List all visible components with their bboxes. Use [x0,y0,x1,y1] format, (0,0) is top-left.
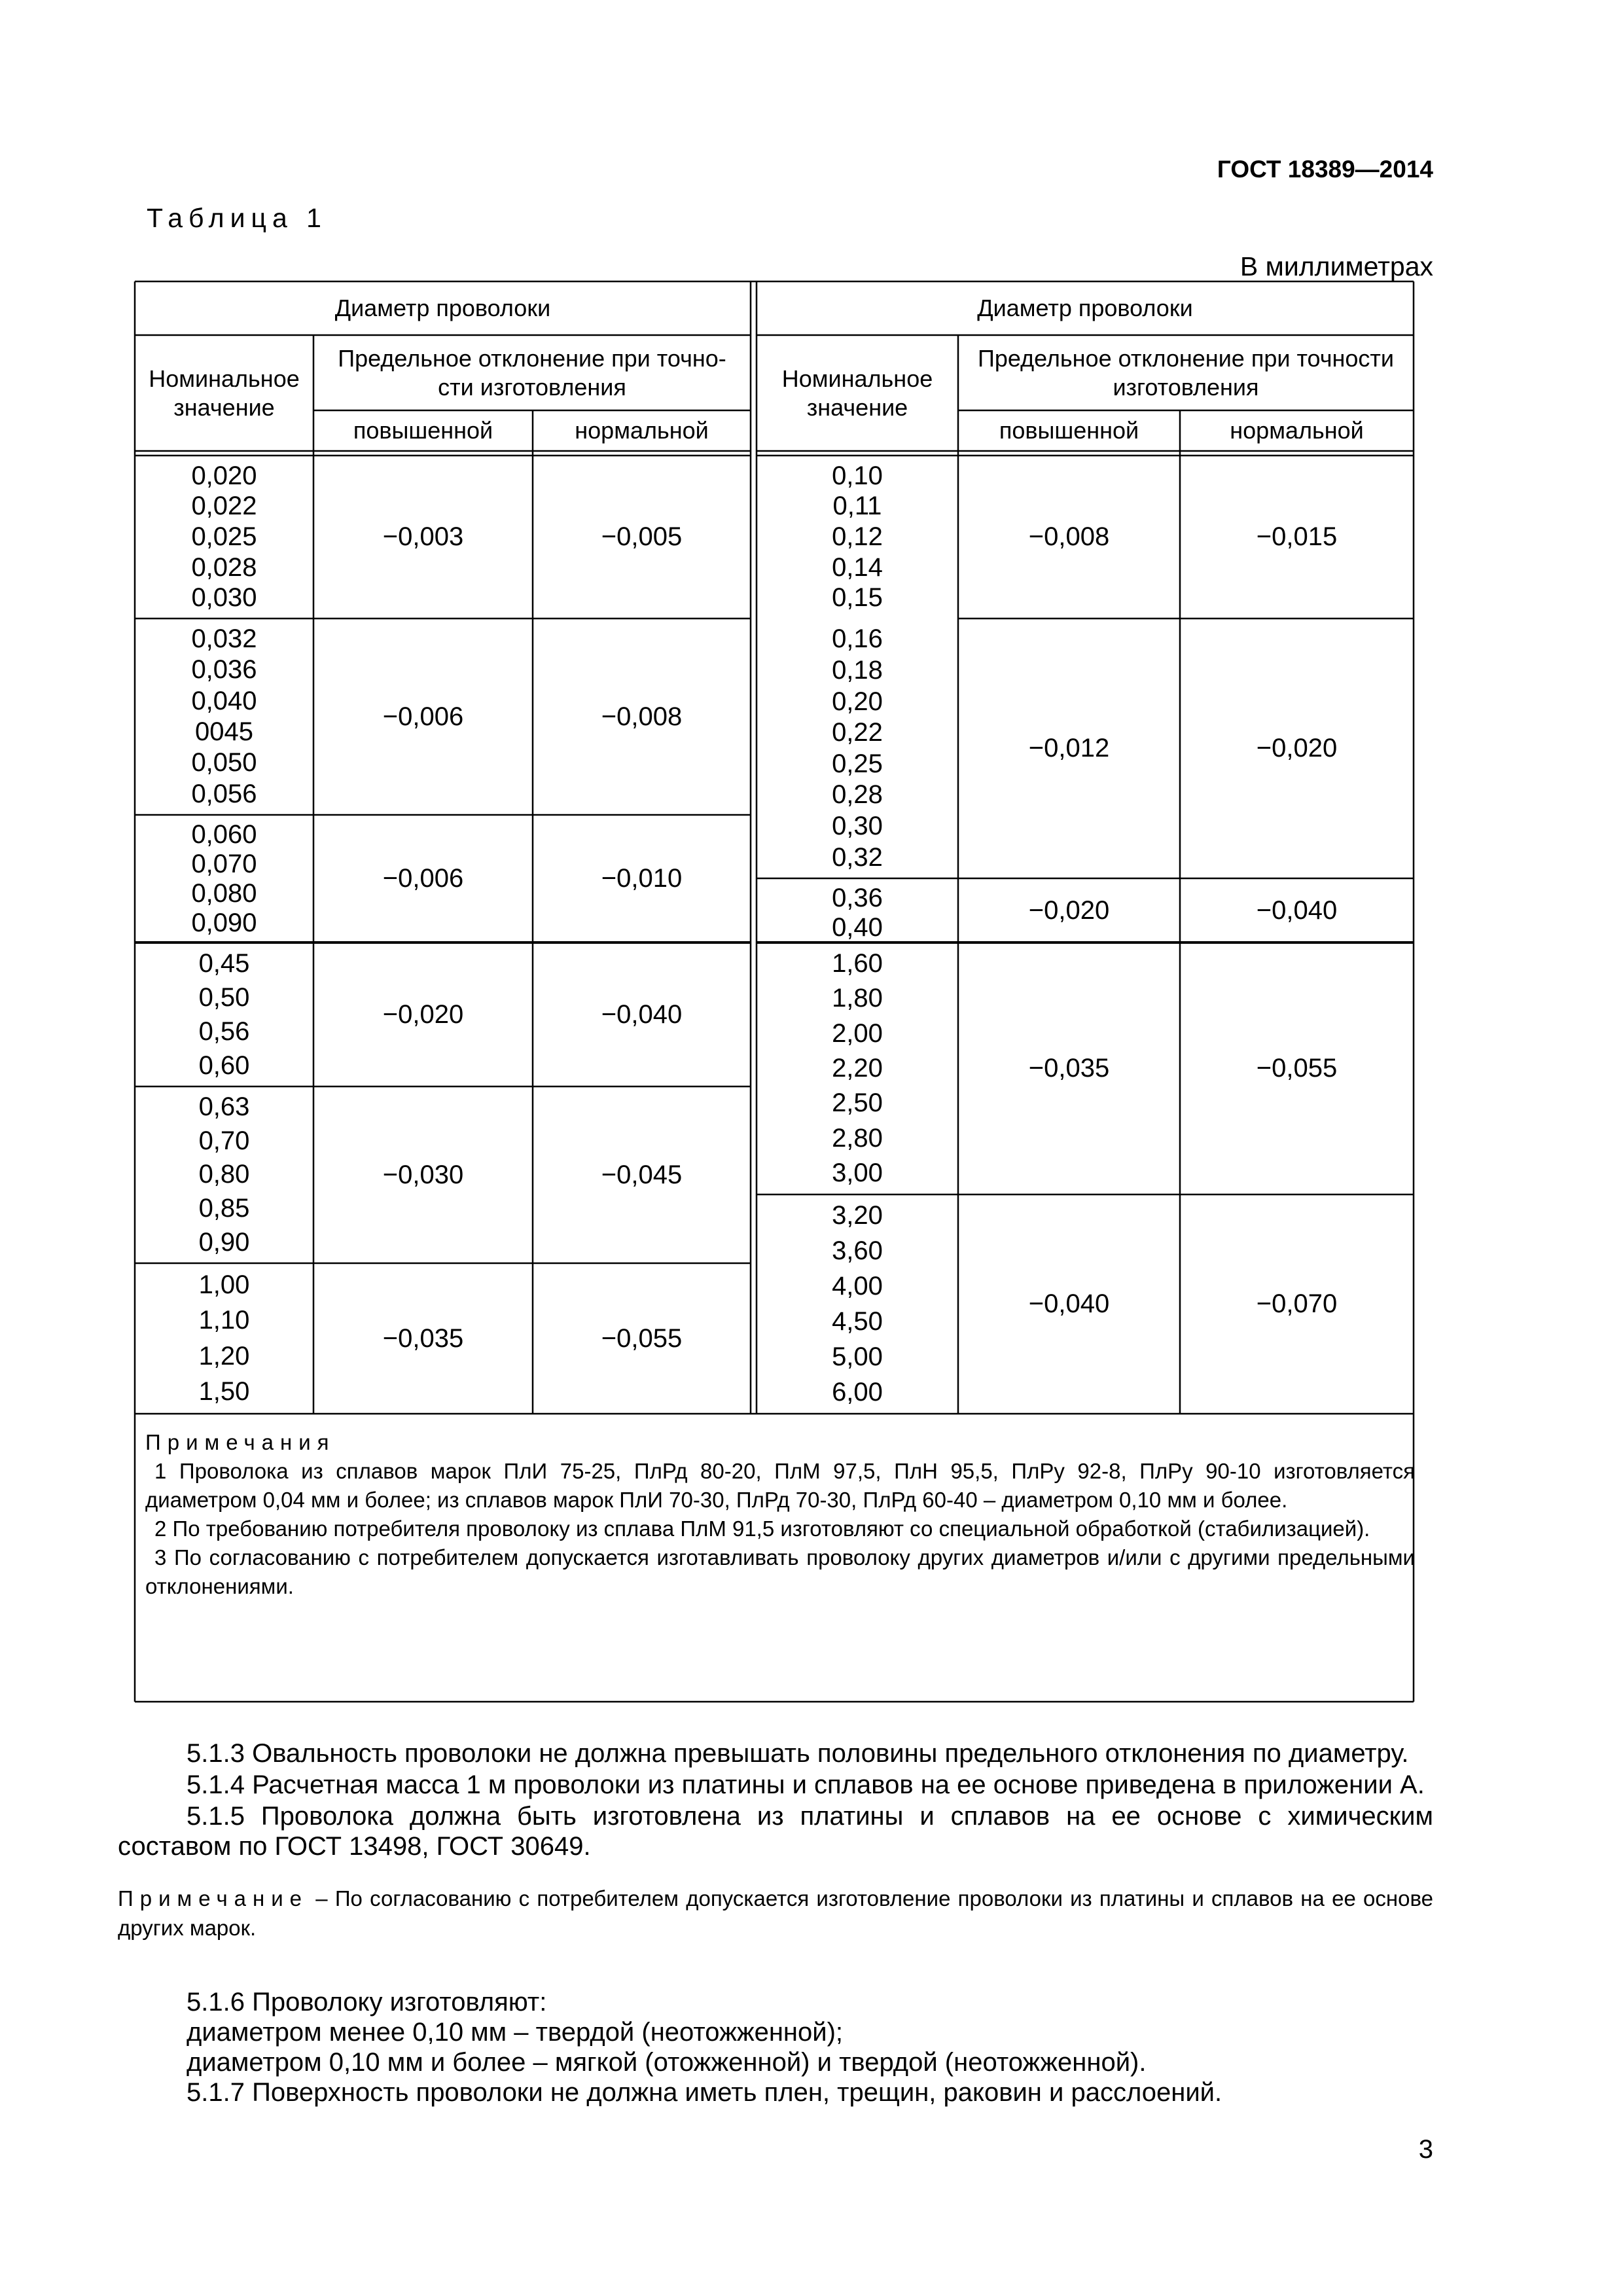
nominal-diameter-value: 0,70 [198,1126,250,1155]
nominal-diameter-value: 0,25 [832,749,883,778]
left-group-4-increased-deviation: −0,020 [382,999,464,1029]
right-group-1-values [757,456,958,619]
header-limit-left: Предельное отклонение при точно-сти изготовления [338,344,726,401]
table-notes [145,1428,1415,1601]
nominal-diameter-value: 0,30 [832,812,883,841]
nominal-diameter-value: 0,80 [198,1160,250,1189]
header-diameter-left: Диаметр проволоки [334,295,551,321]
right-group-4-increased-deviation: −0,035 [1028,1054,1110,1083]
nominal-diameter-value: 1,00 [198,1270,250,1299]
nominal-diameter-value: 0,080 [191,879,257,908]
nominal-diameter-value: 0,36 [832,884,883,912]
nominal-diameter-value: 1,20 [198,1341,250,1371]
nominal-diameter-value: 0,60 [198,1050,250,1080]
nominal-diameter-value: 0,18 [832,655,883,685]
nominal-diameter-value: 1,80 [832,984,883,1013]
nominal-diameter-value: 0,15 [832,583,883,613]
nominal-diameter-value: 0,32 [832,842,883,872]
nominal-diameter-value: 1,10 [198,1306,250,1335]
page-number: 3 [1418,2135,1433,2164]
left-group-3-normal-deviation: −0,010 [601,864,683,893]
paragraph-5-1-7: 5.1.7 Поверхность проволоки не должна иметь плен, трещин, раковин и расслоений. [187,2078,1222,2107]
left-group-3-values [135,815,313,942]
right-group-4-values [757,942,958,1194]
nominal-diameter-value: 0,030 [191,583,257,613]
paragraph-5-1-4: 5.1.4 Расчетная масса 1 м проволоки из платины и сплавов на ее основе приведена в приложении А. [187,1770,1425,1799]
header-nominal-right: Номинальное значение [781,365,933,421]
table-unit: В миллиметрах [1240,251,1433,281]
note-2: 2 По требованию потребителя проволоку из сплава ПлМ 91,5 изготовляют со специальной обработкой (стабилизацией). [154,1516,1370,1541]
nominal-diameter-value: 0,22 [832,718,883,747]
header-diameter-right: Диаметр проволоки [977,295,1193,321]
nominal-diameter-value: 0,050 [191,748,257,778]
right-group-3-increased-deviation: −0,020 [1028,895,1110,925]
nominal-diameter-value: 2,00 [832,1018,883,1048]
paragraph-5-1-5: 5.1.5 Проволока должна быть изготовлена из платины и сплавов на ее основе с химическим составом по ГОСТ 13498, ГОСТ 30649. [118,1802,1433,1861]
nominal-diameter-value: 0,040 [191,686,257,715]
right-group-3-normal-deviation: −0,040 [1256,895,1338,925]
nominal-diameter-value: 2,50 [832,1088,883,1118]
nominal-diameter-value: 0,10 [832,461,883,490]
left-group-5-normal-deviation: −0,045 [601,1160,683,1189]
nominal-diameter-value: 2,80 [832,1123,883,1153]
right-group-1-normal-deviation: −0,015 [1256,522,1338,551]
header-increased-left: повышенной [353,417,493,444]
paragraph-5-1-6: 5.1.6 Проволоку изготовляют: [187,1988,547,2017]
nominal-diameter-value: 0,63 [198,1092,250,1122]
right-group-5-increased-deviation: −0,040 [1028,1289,1110,1318]
nominal-diameter-value: 3,60 [832,1236,883,1266]
nominal-diameter-value: 0,16 [832,624,883,654]
body-note [118,1884,1433,1943]
right-group-5-normal-deviation: −0,070 [1256,1289,1338,1318]
nominal-diameter-value: 4,00 [832,1272,883,1301]
header-limit-right: Предельное отклонение при точности изготовления [977,344,1395,401]
left-group-6-normal-deviation: −0,055 [601,1323,683,1353]
nominal-diameter-value: 0,025 [191,522,257,551]
nominal-diameter-value: 0,50 [198,982,250,1012]
right-group-1-increased-deviation: −0,008 [1028,522,1110,551]
nominal-diameter-value: 3,00 [832,1158,883,1187]
note-3: 3 По согласованию с потребителем допускается изготавливать проволоку других диаметров и/или с другими предельными отклонениями. [145,1545,1415,1598]
nominal-diameter-value: 0,45 [198,948,250,978]
nominal-diameter-value: 0,40 [832,913,883,942]
header-increased-right: повышенной [999,417,1139,444]
header-normal-left: нормальной [575,417,709,444]
document-header: ГОСТ 18389—2014 [1217,156,1433,183]
nominal-diameter-value: 0,056 [191,779,257,808]
nominal-diameter-value: 4,50 [832,1306,883,1336]
nominal-diameter-value: 0,85 [198,1194,250,1223]
nominal-diameter-value: 0,020 [191,461,257,490]
nominal-diameter-value: 1,50 [198,1377,250,1407]
left-group-1-normal-deviation: −0,005 [601,522,683,551]
nominal-diameter-value: 3,20 [832,1201,883,1230]
left-group-2-normal-deviation: −0,008 [601,702,683,731]
nominal-diameter-value: 1,60 [832,949,883,978]
nominal-diameter-value: 0,90 [198,1227,250,1257]
left-group-4-normal-deviation: −0,040 [601,999,683,1029]
right-group-2-values [757,619,958,878]
nominal-diameter-value: 0,56 [198,1016,250,1046]
right-group-5-values [757,1194,958,1414]
nominal-diameter-value: 6,00 [832,1377,883,1407]
nominal-diameter-value: 0045 [195,717,253,747]
nominal-diameter-value: 0,12 [832,522,883,551]
table-caption: Таблица 1 [147,203,327,233]
left-group-6-increased-deviation: −0,035 [382,1323,464,1353]
paragraph-5-1-6-item-1: диаметром менее 0,10 мм – твердой (неотожженной); [187,2018,844,2047]
header-nominal-left: Номинальное значение [149,365,300,421]
nominal-diameter-value: 0,022 [191,492,257,521]
right-group-2-increased-deviation: −0,012 [1028,734,1110,762]
nominal-diameter-value: 0,070 [191,850,257,878]
paragraph-5-1-3: 5.1.3 Овальность проволоки не должна превышать половины предельного отклонения по диаметру. [187,1739,1409,1768]
left-group-1-values [135,456,313,619]
left-group-2-increased-deviation: −0,006 [382,702,464,731]
nominal-diameter-value: 0,28 [832,780,883,810]
left-group-1-increased-deviation: −0,003 [382,522,464,551]
header-normal-right: нормальной [1230,417,1364,444]
nominal-diameter-value: 0,14 [832,552,883,582]
left-group-4-values [135,942,313,1086]
paragraph-5-1-6-item-2: диаметром 0,10 мм и более – мягкой (отожженной) и твердой (неотожженной). [187,2048,1147,2077]
right-group-4-normal-deviation: −0,055 [1256,1054,1338,1083]
left-group-6-values [135,1263,313,1414]
right-group-3-values [757,878,958,942]
body-note-text: – По согласованию с потребителем допускается изготовление проволоки из платины и сплавов на ее основе других марок. [118,1886,1433,1940]
nominal-diameter-value: 0,060 [191,820,257,849]
nominal-diameter-value: 0,028 [191,552,257,582]
nominal-diameter-value: 5,00 [832,1342,883,1371]
left-group-5-values [135,1086,313,1263]
left-group-3-increased-deviation: −0,006 [382,864,464,893]
notes-title: Примечания [145,1430,336,1454]
right-group-2-normal-deviation: −0,020 [1256,734,1338,762]
left-group-5-increased-deviation: −0,030 [382,1160,464,1189]
body-note-label: Примечание [118,1886,309,1910]
nominal-diameter-value: 2,20 [832,1053,883,1083]
nominal-diameter-value: 0,20 [832,687,883,716]
nominal-diameter-value: 0,090 [191,908,257,937]
nominal-diameter-value: 0,036 [191,655,257,685]
nominal-diameter-value: 0,032 [191,624,257,654]
left-group-2-values [135,619,313,815]
note-1: 1 Проволока из сплавов марок ПлИ 75-25, ПлРд 80-20, ПлМ 97,5, ПлН 95,5, ПлРу 92-8, ПлРу 90-10 изготовляется диаметром 0,04 мм и более; из сплавов марок ПлИ 70-30, ПлРд 70-30, ПлРд 60-40 – диаметром 0,10 мм и более. [145,1459,1415,1512]
nominal-diameter-value: 0,11 [832,492,882,521]
